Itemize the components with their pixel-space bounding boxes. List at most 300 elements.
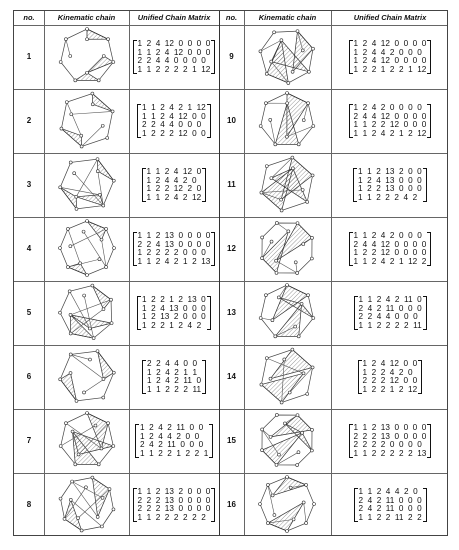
matrix-right-bracket (211, 232, 215, 266)
matrix-right-bracket (423, 488, 427, 522)
unified-chain-matrix (142, 104, 206, 138)
row-number: 8 (26, 500, 32, 509)
joint (311, 47, 314, 50)
unified-chain-matrix (354, 104, 427, 138)
matrix-row: 1 1 2 2 11 2 2 (358, 512, 422, 522)
joint (80, 134, 83, 137)
kinematic-chain-diagram (247, 281, 327, 343)
joint (94, 424, 97, 427)
matrix-row: 1 2 2 4 2 0 (362, 367, 413, 377)
joint (77, 453, 80, 456)
joint (296, 414, 299, 417)
matrix-row: 2 2 2 2 0 0 0 0 (353, 440, 422, 450)
joint (59, 186, 62, 189)
ternary-link (73, 432, 114, 455)
matrix-row: 2 2 4 4 0 0 0 (358, 312, 418, 322)
joint (286, 476, 289, 479)
matrix-row: 1 1 2 2 2 2 2 2 (137, 512, 206, 522)
joint (73, 172, 76, 175)
joint (311, 236, 314, 239)
ternary-link (98, 351, 114, 379)
matrix-right-bracket (427, 104, 431, 138)
joint (273, 514, 276, 517)
joint (275, 271, 278, 274)
joint (302, 119, 305, 122)
joint (101, 496, 104, 499)
joint (280, 401, 283, 404)
matrix-row: 1 1 2 4 2 12 (146, 192, 202, 202)
matrix-left-bracket (349, 104, 353, 138)
matrix-row: 1 1 2 4 12 0 0 0 (137, 47, 211, 57)
kinematic-chain-diagram (47, 409, 127, 471)
joint (86, 412, 89, 415)
row-number: 6 (26, 372, 32, 381)
matrix-row: 1 2 2 12 0 0 0 0 (353, 248, 427, 258)
joint (296, 272, 299, 275)
matrix-row: 1 1 2 13 0 0 0 0 (137, 231, 211, 240)
joint (69, 372, 72, 375)
joint (312, 317, 315, 320)
unified-chain-matrix (354, 424, 427, 458)
joint (297, 143, 300, 146)
ternary-link (98, 159, 114, 181)
binary-link (268, 485, 274, 515)
matrix-row: 1 1 2 4 2 1 2 12 (353, 128, 427, 138)
header-matrix: Unified Chain Matrix (353, 13, 427, 22)
joint (77, 517, 80, 520)
joint (102, 396, 105, 399)
joint (259, 125, 262, 128)
joint (59, 497, 62, 500)
header-matrix: Unified Chain Matrix (137, 13, 211, 22)
joint (294, 325, 297, 328)
ternary-link (271, 415, 312, 437)
matrix-left-bracket (354, 488, 358, 522)
joint (101, 124, 104, 127)
joint (71, 430, 74, 433)
joint (269, 377, 272, 380)
binary-link (82, 126, 103, 147)
joint (265, 357, 268, 360)
joint (86, 220, 89, 223)
binary-link (277, 223, 288, 231)
joint (91, 103, 94, 106)
joint (266, 522, 269, 525)
joint (96, 350, 99, 353)
joint (264, 294, 267, 297)
matrix-row: 2 2 2 13 0 0 0 0 (137, 504, 211, 514)
joint (294, 261, 297, 264)
joint (75, 207, 78, 210)
joint (80, 145, 83, 148)
joint (300, 302, 303, 305)
joint (59, 247, 62, 250)
joint (84, 486, 87, 489)
kinematic-chain-diagram (47, 217, 127, 279)
joint (259, 317, 262, 320)
joint (64, 38, 67, 41)
joint (105, 227, 108, 230)
joint (296, 30, 299, 33)
kinematic-chain-diagram (47, 281, 127, 343)
joint (260, 383, 263, 386)
matrix-row: 1 1 2 13 0 0 0 0 (353, 423, 427, 432)
joint (69, 353, 72, 356)
joint (283, 358, 286, 361)
joint (107, 38, 110, 41)
joint (112, 445, 115, 448)
matrix-row: 1 1 2 4 2 1 12 2 (353, 256, 427, 266)
joint (273, 31, 276, 34)
kinematic-chain-diagram (47, 473, 127, 535)
matrix-row: 1 1 2 2 1 2 2 1 (140, 448, 209, 458)
matrix-row: 1 2 2 1 2 2 1 12 (353, 64, 427, 74)
joint (59, 61, 62, 64)
joint (306, 200, 309, 203)
row-number: 3 (26, 180, 32, 189)
joint (307, 294, 310, 297)
unified-chain-matrix (358, 168, 422, 202)
joint (59, 311, 62, 314)
joint (112, 61, 115, 64)
matrix-row: 1 1 2 4 2 1 2 13 (137, 256, 211, 266)
matrix-right-bracket (207, 104, 211, 138)
matrix-row: 1 2 2 1 2 4 2 (142, 320, 202, 330)
matrix-row: 1 2 2 12 2 0 (146, 184, 202, 194)
matrix-right-bracket (427, 232, 431, 266)
matrix-left-bracket (349, 40, 353, 74)
joint (66, 266, 69, 269)
matrix-right-bracket (211, 488, 215, 522)
joint (88, 358, 91, 361)
matrix-right-bracket (202, 168, 206, 202)
joint (286, 530, 289, 533)
joint (260, 191, 263, 194)
joint (310, 257, 313, 260)
row-number: 15 (227, 436, 236, 445)
joint (75, 399, 78, 402)
matrix-left-bracket (137, 296, 141, 330)
joint (283, 422, 286, 425)
matrix-row: 2 4 2 11 0 0 0 (358, 495, 422, 505)
row-number: 1 (26, 52, 32, 61)
ternary-link (60, 373, 76, 401)
joint (102, 308, 105, 311)
joint (69, 55, 72, 58)
header-chain: Kinematic chain (258, 13, 317, 22)
matrix-left-bracket (142, 168, 146, 202)
matrix-row: 1 1 2 4 4 2 0 (358, 487, 418, 496)
joint (110, 298, 113, 301)
row-number: 5 (26, 308, 32, 317)
joint (313, 503, 316, 506)
joint (82, 230, 85, 233)
joint (306, 392, 309, 395)
joint (102, 204, 105, 207)
joint (271, 494, 274, 497)
joint (301, 431, 304, 434)
joint (65, 101, 68, 104)
joint (100, 238, 103, 241)
joint (107, 422, 110, 425)
matrix-left-bracket (133, 488, 137, 522)
column-divider (244, 11, 245, 535)
kinematic-chain-diagram (47, 153, 127, 215)
joint (80, 529, 83, 532)
matrix-row: 2 2 4 13 0 0 0 0 (137, 239, 211, 249)
binary-link (68, 259, 100, 267)
row-number: 14 (227, 372, 236, 381)
matrix-row: 1 2 4 2 0 0 0 0 (353, 103, 422, 112)
ternary-link (273, 477, 306, 495)
matrix-left-bracket (349, 232, 353, 266)
unified-chain-matrix (359, 488, 422, 522)
joint (60, 127, 63, 130)
matrix-row: 1 1 2 2 12 0 0 0 (353, 120, 427, 130)
joint (288, 391, 291, 394)
matrix-left-bracket (349, 424, 353, 458)
joint (275, 463, 278, 466)
joint (69, 498, 72, 501)
joint (285, 135, 288, 138)
column-divider (44, 11, 45, 535)
joint (86, 38, 89, 41)
header-no: no. (225, 13, 238, 22)
joint (59, 445, 62, 448)
unified-chain-matrix (359, 296, 422, 330)
joint (265, 165, 268, 168)
matrix-row: 1 2 4 12 0 0 (362, 359, 418, 368)
matrix-right-bracket (207, 296, 211, 330)
matrix-right-bracket (418, 360, 422, 394)
matrix-row: 2 4 2 11 0 0 0 (358, 303, 422, 313)
ternary-link (262, 433, 302, 465)
joint (270, 60, 273, 63)
joint (269, 435, 272, 438)
matrix-row: 1 1 2 4 2 1 12 (142, 103, 206, 112)
joint (269, 118, 272, 121)
joint (261, 428, 264, 431)
row-number: 11 (227, 180, 236, 189)
matrix-row: 2 2 4 4 0 0 0 (142, 120, 202, 130)
joint (110, 322, 113, 325)
matrix-row: 1 1 2 2 2 2 1 12 (137, 64, 211, 74)
matrix-row: 1 2 4 4 2 0 0 (140, 431, 200, 441)
row-number: 9 (229, 52, 234, 61)
kinematic-chain-diagram (247, 153, 327, 215)
joint (259, 50, 262, 53)
ternary-link (92, 94, 112, 112)
unified-chain-matrix (354, 232, 427, 266)
joint (91, 284, 94, 287)
matrix-row: 2 4 4 12 0 0 0 0 (353, 111, 427, 121)
matrix-row: 1 2 4 2 11 0 0 (140, 423, 204, 432)
joint (265, 72, 268, 75)
binary-link (66, 39, 70, 56)
joint (86, 274, 89, 277)
joint (307, 70, 310, 73)
matrix-row: 1 1 2 4 2 11 0 (358, 295, 422, 304)
matrix-row: 2 4 4 12 0 0 0 0 (353, 239, 427, 249)
row-number: 16 (227, 500, 236, 509)
joint (264, 102, 267, 105)
joint (98, 258, 101, 261)
unified-chain-matrix (138, 40, 211, 74)
joint (69, 161, 72, 164)
joint (270, 177, 273, 180)
kinematic-chain-diagram (247, 345, 327, 407)
joint (301, 188, 304, 191)
joint (311, 366, 314, 369)
joint (270, 240, 273, 243)
joint (69, 332, 72, 335)
matrix-row: 1 2 2 2 2 0 0 0 (137, 248, 206, 258)
matrix-right-bracket (427, 40, 431, 74)
joint (64, 422, 67, 425)
matrix-row: 1 2 4 12 0 0 0 0 (353, 39, 427, 48)
joint (277, 296, 280, 299)
joint (69, 245, 72, 248)
joint (302, 501, 305, 504)
matrix-right-bracket (427, 424, 431, 458)
matrix-row: 1 2 4 12 0 0 0 0 (137, 39, 211, 48)
joint (66, 227, 69, 230)
matrix-row: 2 2 2 13 0 0 0 0 (137, 495, 211, 505)
matrix-right-bracket (423, 296, 427, 330)
joint (88, 327, 91, 330)
header-chain: Kinematic chain (57, 13, 116, 22)
matrix-left-bracket (133, 232, 137, 266)
joint (277, 453, 280, 456)
chain-outer-loop (61, 478, 114, 531)
kinematic-chain-diagram (247, 473, 327, 535)
joint (108, 488, 111, 491)
joint (287, 81, 290, 84)
matrix-row: 1 1 2 4 2 0 0 0 (353, 231, 422, 240)
chain-outer-loop (61, 94, 112, 147)
joint (97, 463, 100, 466)
joint (311, 428, 314, 431)
joint (286, 284, 289, 287)
joint (297, 451, 300, 454)
row-number: 10 (227, 116, 236, 125)
joint (302, 372, 305, 375)
joint (305, 522, 308, 525)
joint (63, 517, 66, 520)
kinematic-chain-diagram (247, 217, 327, 279)
joint (287, 230, 290, 233)
joint (96, 515, 99, 518)
matrix-right-bracket (423, 168, 427, 202)
joint (274, 335, 277, 338)
joint (301, 49, 304, 52)
matrix-row: 1 1 2 2 2 4 2 (358, 192, 418, 202)
matrix-row: 2 4 2 11 0 0 0 (140, 440, 204, 450)
row-number: 2 (26, 116, 32, 125)
matrix-row: 2 4 2 11 0 0 0 (358, 504, 422, 514)
joint (70, 113, 73, 116)
matrix-left-bracket (353, 168, 357, 202)
joint (83, 391, 86, 394)
joint (275, 259, 278, 262)
joint (275, 413, 278, 416)
matrix-row: 1 2 13 2 0 0 0 (142, 312, 206, 322)
matrix-row: 2 2 4 4 0 0 (147, 359, 198, 368)
matrix-row: 1 1 2 2 2 2 2 13 (353, 448, 427, 458)
matrix-row: 1 2 4 2 1 1 (147, 367, 198, 377)
unified-chain-matrix (147, 360, 201, 394)
binary-link (71, 111, 112, 114)
joint (102, 377, 105, 380)
joint (96, 158, 99, 161)
joint (312, 125, 315, 128)
joint (98, 193, 101, 196)
matrix-right-bracket (209, 424, 213, 458)
matrix-row: 1 2 4 2 11 0 (147, 376, 202, 386)
kinematic-chain-diagram (247, 409, 327, 471)
joint (259, 503, 262, 506)
binary-link (76, 159, 97, 197)
matrix-row: 1 2 2 1 2 13 0 (142, 295, 206, 304)
matrix-row: 1 1 2 13 2 0 0 (358, 167, 422, 176)
joint (86, 28, 89, 31)
joint (291, 70, 294, 73)
matrix-left-bracket (358, 360, 362, 394)
matrix-row: 1 2 2 13 0 0 0 (358, 184, 422, 194)
joint (74, 79, 77, 82)
joint (100, 447, 103, 450)
row-number: 7 (26, 436, 32, 445)
joint (289, 486, 292, 489)
column-divider (331, 11, 332, 535)
joint (302, 243, 305, 246)
chain-outer-loop (60, 159, 114, 209)
joint (260, 257, 263, 260)
matrix-row: 1 2 4 13 0 0 0 (142, 303, 206, 313)
joint (274, 143, 277, 146)
kinematic-chain-diagram (47, 345, 127, 407)
joint (286, 102, 289, 105)
matrix-row: 1 2 4 4 2 0 (146, 175, 197, 185)
joint (102, 55, 105, 58)
row-number: 13 (227, 308, 236, 317)
joint (286, 92, 289, 95)
joint (310, 449, 313, 452)
ternary-link (268, 502, 304, 531)
ternary-link (60, 187, 76, 209)
joint (105, 266, 108, 269)
joint (296, 464, 299, 467)
matrix-row: 1 1 2 13 2 0 0 0 (137, 487, 211, 496)
matrix-row: 1 2 2 1 2 12 (362, 384, 418, 394)
joint (280, 198, 283, 201)
joint (296, 222, 299, 225)
joint (106, 136, 109, 139)
joint (275, 221, 278, 224)
matrix-row: 2 2 2 13 0 0 0 0 (353, 431, 427, 441)
joint (86, 71, 89, 74)
matrix-row: 1 2 4 13 0 0 0 (358, 175, 422, 185)
ternary-link (87, 56, 113, 73)
ternary-link (68, 263, 87, 275)
joint (291, 348, 294, 351)
joint (305, 483, 308, 486)
matrix-row: 1 2 4 4 2 0 0 0 (353, 47, 422, 57)
joint (112, 179, 115, 182)
joint (112, 508, 115, 511)
joint (68, 290, 71, 293)
row-number: 12 (227, 244, 236, 253)
